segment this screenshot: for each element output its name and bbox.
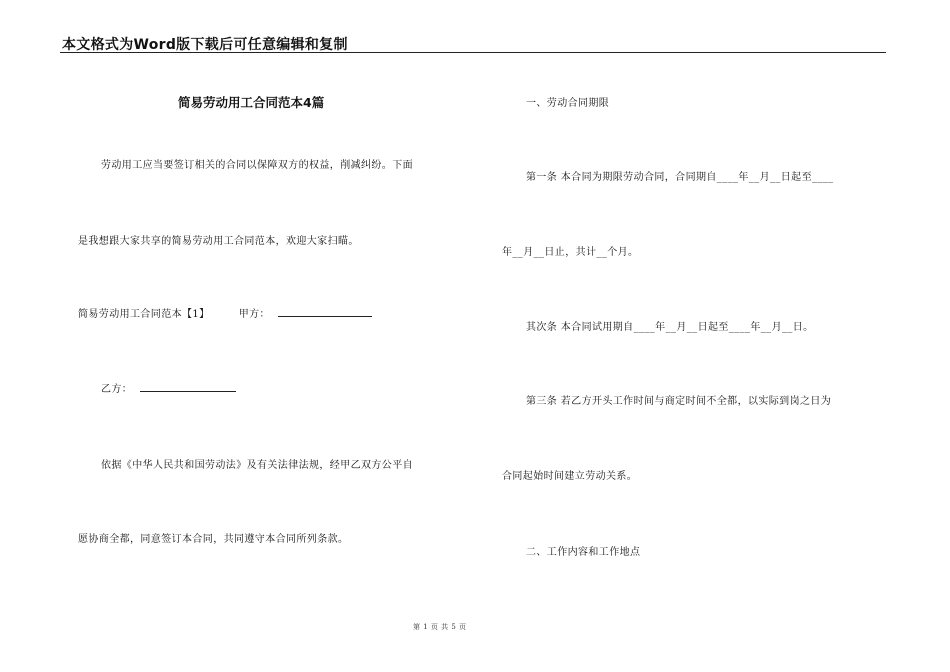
section-2-heading: 二、工作内容和工作地点	[526, 547, 641, 558]
intro-paragraph-line-1: 劳动用工应当要签订相关的合同以保障双方的权益，削减纠纷。下面	[101, 160, 413, 171]
party-b-label: 乙方：	[101, 384, 133, 395]
party-a-blank	[278, 307, 372, 317]
party-b-row	[101, 380, 236, 395]
page-number-footer: 第 1 页 共 5 页	[413, 623, 467, 631]
header-divider	[60, 52, 886, 53]
contract-heading-row	[78, 305, 372, 320]
basis-paragraph-line-2: 愿协商全都，同意签订本合同，共同遵守本合同所列条款。	[78, 534, 349, 545]
clause-3-line-2: 合同起始时间建立劳动关系。	[502, 471, 638, 482]
basis-paragraph-line-1: 依据《中华人民共和国劳动法》及有关法律法规，经甲乙双方公平自	[101, 460, 413, 471]
document-header-notice: 本文格式为Word版下载后可任意编辑和复制	[62, 37, 348, 53]
section-1-heading: 一、劳动合同期限	[526, 98, 610, 109]
party-b-blank	[140, 382, 236, 392]
intro-paragraph-line-2: 是我想跟大家共享的简易劳动用工合同范本，欢迎大家扫瞄。	[78, 236, 359, 247]
clause-3-line-1: 第三条 若乙方开头工作时间与商定时间不全都，以实际到岗之日为	[526, 396, 832, 407]
contract-heading: 简易劳动用工合同范本【1】	[78, 309, 210, 320]
party-a-label: 甲方：	[238, 309, 270, 320]
clause-1-line-1: 第一条 本合同为期限劳动合同，合同期自____年__月__日起至____	[526, 172, 834, 183]
clause-1-line-2: 年__月__日止，共计__个月。	[502, 247, 639, 258]
clause-2: 其次条 本合同试用期自____年__月__日起至____年__月__日。	[526, 322, 814, 333]
document-title: 简易劳动用工合同范本4篇	[178, 95, 325, 110]
